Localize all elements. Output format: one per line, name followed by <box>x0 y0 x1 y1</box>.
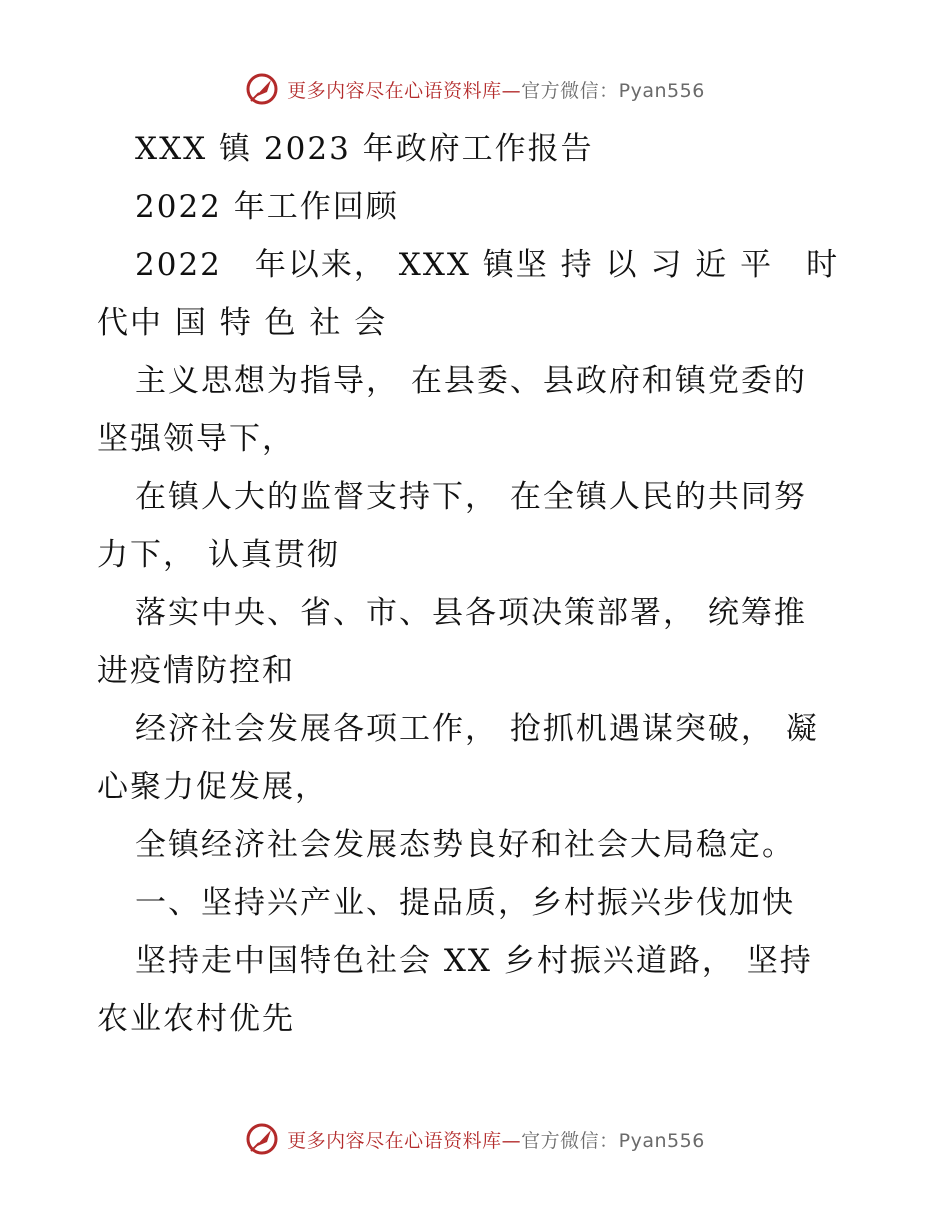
paragraph-line: 2022 年以来， XXX 镇坚 持 以 习 近 平 时 <box>135 247 840 283</box>
watermark-text: 更多内容尽在心语资料库— <box>287 79 522 102</box>
paragraph-line: 全镇经济社会发展态势良好和社会大局稳定。 <box>135 827 795 863</box>
watermark-wechat: 官方微信：Pyan556 <box>521 1129 705 1152</box>
paragraph-line: 主义思想为指导， 在县委、县政府和镇党委的 <box>135 363 807 399</box>
paragraph-line: 代中 国 特 色 社 会 <box>97 305 388 341</box>
doc-title: XXX 镇 2023 年政府工作报告 <box>135 131 594 167</box>
watermark-text: 更多内容尽在心语资料库— <box>287 1129 522 1152</box>
document-body <box>97 120 867 1048</box>
section-heading: 2022 年工作回顾 <box>135 189 399 225</box>
paragraph-line: 进疫情防控和 <box>97 653 295 689</box>
header-watermark <box>0 72 950 106</box>
paragraph-line: 坚强领导下， <box>97 421 295 457</box>
footer-watermark <box>0 1122 950 1156</box>
section-heading: 一、坚持兴产业、提品质，乡村振兴步伐加快 <box>135 885 795 921</box>
quill-logo-icon <box>245 72 279 106</box>
paragraph-line: 坚持走中国特色社会 XX 乡村振兴道路， 坚持 <box>135 943 813 979</box>
paragraph-line: 经济社会发展各项工作， 抢抓机遇谋突破， 凝 <box>135 711 819 747</box>
paragraph-line: 农业农村优先 <box>97 1001 295 1037</box>
quill-logo-icon <box>245 1122 279 1156</box>
paragraph-line: 落实中央、省、市、县各项决策部署， 统筹推 <box>135 595 807 631</box>
paragraph-line: 在镇人大的监督支持下， 在全镇人民的共同努 <box>135 479 807 515</box>
watermark-wechat: 官方微信：Pyan556 <box>521 79 705 102</box>
paragraph-line: 心聚力促发展， <box>97 769 328 805</box>
paragraph-line: 力下， 认真贯彻 <box>97 537 340 573</box>
